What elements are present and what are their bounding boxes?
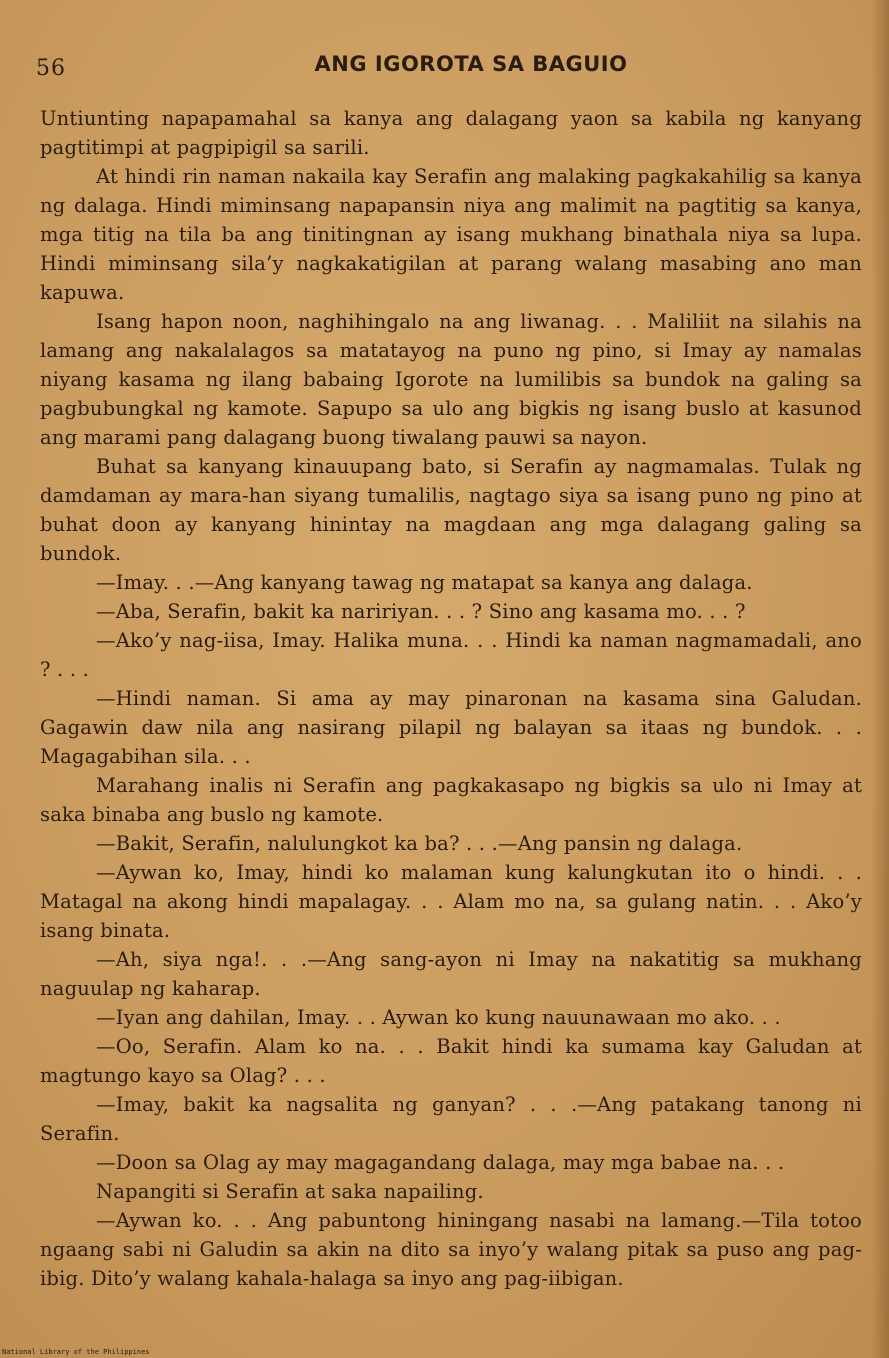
paragraph: Napangiti si Serafin at saka napailing. <box>96 1180 484 1203</box>
paragraph: Marahang inalis ni Serafin ang pagkakasapo ng bigkis sa ulo ni Imay at saka binaba ang buslo ng kamote. <box>40 774 862 826</box>
paragraph: Isang hapon noon, naghihingalo na ang liwanag. . . Maliliit na silahis na lamang ang nakalalagos sa matatayog na puno ng pino, si Imay ay namalas niyang kasama ng ilang babaing Igorote na lumilibis sa bundok na galing sa pagbubungkal ng kamote. Sapupo sa ulo ang bigkis ng isang buslo at kasunod ang marami pang dalagang buong tiwalang pauwi sa nayon. <box>40 310 862 449</box>
paragraph: —Imay. . .—Ang kanyang tawag ng matapat sa kanya ang dalaga. <box>96 571 753 594</box>
paragraph: —Bakit, Serafin, nalulungkot ka ba? . . .—Ang pansin ng dalaga. <box>96 832 743 855</box>
body-text <box>40 104 862 1293</box>
paragraph: —Aywan ko. . . Ang pabuntong hiningang nasabi na lamang.—Tila totoo ngaang sabi ni Galudin sa akin na dito sa inyo’y walang pitak sa puso ang pag-ibig. Dito’y walang kahala-halaga sa inyo ang pag-iibigan. <box>40 1209 862 1290</box>
page-edge-shadow <box>871 0 889 1358</box>
library-credit: National Library of the Philippines <box>2 1348 150 1356</box>
page-header <box>36 52 856 86</box>
paragraph: Buhat sa kanyang kinauupang bato, si Serafin ay nagmamalas. Tulak ng damdaman ay mara-han siyang tumalilis, nagtago siya sa isang puno ng pino at buhat doon ay kanyang hinintay na magdaan ang mga dalagang galing sa bundok. <box>40 455 862 565</box>
paragraph: —Imay, bakit ka nagsalita ng ganyan? . . .—Ang patakang tanong ni Serafin. <box>40 1093 862 1145</box>
running-title: ANG IGOROTA SA BAGUIO <box>314 52 628 76</box>
paragraph: —Ako’y nag-iisa, Imay. Halika muna. . . Hindi ka naman nagmamadali, ano ? . . . <box>40 629 862 681</box>
paragraph: —Oo, Serafin. Alam ko na. . . Bakit hindi ka sumama kay Galudan at magtungo kayo sa Olag? . . . <box>40 1035 862 1087</box>
paragraph: At hindi rin naman nakaila kay Serafin ang malaking pagkakahilig sa kanya ng dalaga. Hindi miminsang napapansin niya ang malimit na pagtitig sa kanya, mga titig na tila ba ang tinitingnan ay isang mukhang binathala niya sa lupa. Hindi miminsang sila’y nagkakatigilan at parang walang masabing ano man kapuwa. <box>40 165 862 304</box>
paragraph: —Doon sa Olag ay may magagandang dalaga, may mga babae na. . . <box>96 1151 785 1174</box>
paragraph: —Aba, Serafin, bakit ka naririyan. . . ? Sino ang kasama mo. . . ? <box>96 600 746 623</box>
paragraph: —Iyan ang dahilan, Imay. . . Aywan ko kung nauunawaan mo ako. . . <box>96 1006 781 1029</box>
page-number: 56 <box>36 56 66 81</box>
paragraph: —Ah, siya nga!. . .—Ang sang-ayon ni Imay na nakatitig sa mukhang naguulap ng kaharap. <box>40 948 862 1000</box>
paragraph: —Aywan ko, Imay, hindi ko malaman kung kalungkutan ito o hindi. . . Matagal na akong hindi mapalagay. . . Alam mo na, sa gulang natin. . . Ako’y isang binata. <box>40 861 862 942</box>
paragraph: Untiunting napapamahal sa kanya ang dalagang yaon sa kabila ng kanyang pagtitimpi at pagpipigil sa sarili. <box>40 107 862 159</box>
paragraph: —Hindi naman. Si ama ay may pinaronan na kasama sina Galudan. Gagawin daw nila ang nasirang pilapil ng balayan sa itaas ng bundok. . . Magagabihan sila. . . <box>40 687 862 768</box>
